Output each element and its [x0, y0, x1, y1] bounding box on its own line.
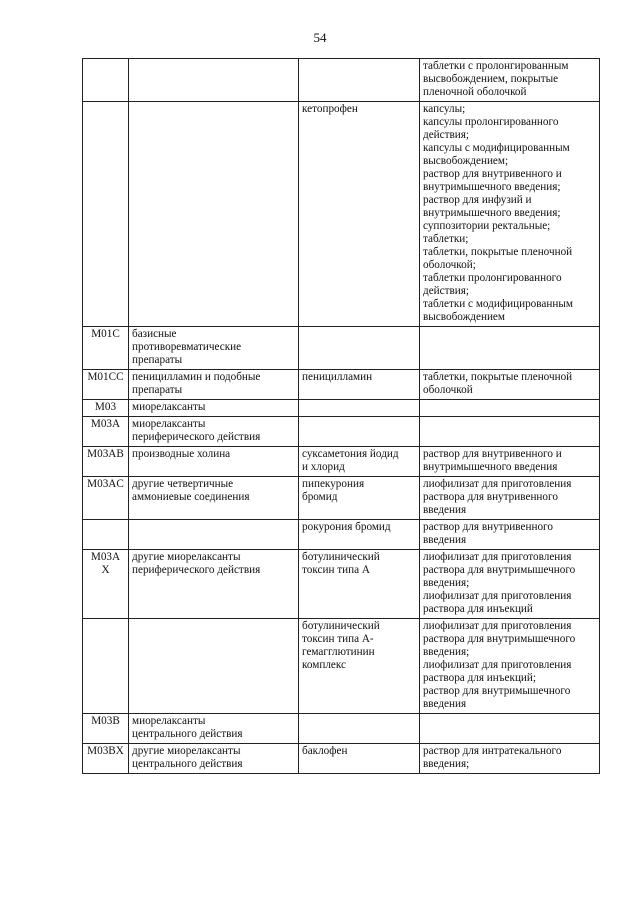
table-row — [83, 59, 600, 102]
group-cell: миорелаксанты периферического действия — [129, 417, 299, 447]
table-row — [83, 370, 600, 400]
atc-code-cell — [83, 619, 129, 714]
table-row — [83, 327, 600, 370]
table-row — [83, 550, 600, 619]
table-row — [83, 520, 600, 550]
table-row — [83, 477, 600, 520]
drug-name-cell: ботулинический токсин типа А — [299, 550, 420, 619]
atc-code-cell: M03 — [83, 400, 129, 417]
drug-name-cell: пеницилламин — [299, 370, 420, 400]
group-cell — [129, 619, 299, 714]
atc-code-cell: M03AB — [83, 447, 129, 477]
drug-name-cell: рокурония бромид — [299, 520, 420, 550]
group-cell — [129, 520, 299, 550]
dosage-form-cell: раствор для интратекального введения; — [420, 744, 600, 774]
dosage-form-cell: капсулы; капсулы пролонгированного действия; капсулы с модифицированным высвобождением; раствор для внутривенного и внутримышечного введения; раствор для инфузий и внутримышечного введения; суппозитории ректальные; таблетки; таблетки, покрытые пленочной оболочкой; таблетки пролонгированного действия; таблетки с модифицированным высвобождением — [420, 102, 600, 327]
atc-code-cell — [83, 59, 129, 102]
drug-name-cell: ботулинический токсин типа А- гемагглютинин комплекс — [299, 619, 420, 714]
atc-code-cell: M03A — [83, 417, 129, 447]
drug-name-cell: кетопрофен — [299, 102, 420, 327]
table-row — [83, 447, 600, 477]
table-row — [83, 102, 600, 327]
group-cell: пеницилламин и подобные препараты — [129, 370, 299, 400]
dosage-form-cell — [420, 714, 600, 744]
group-cell: производные холина — [129, 447, 299, 477]
group-cell: миорелаксанты центрального действия — [129, 714, 299, 744]
drug-name-cell: баклофен — [299, 744, 420, 774]
group-cell: другие миорелаксанты периферического действия — [129, 550, 299, 619]
atc-code-cell: M03BX — [83, 744, 129, 774]
group-cell: базисные противоревматические препараты — [129, 327, 299, 370]
page-number: 54 — [313, 30, 327, 45]
drug-name-cell — [299, 327, 420, 370]
drug-name-cell — [299, 417, 420, 447]
drug-table — [82, 58, 600, 774]
dosage-form-cell: раствор для внутривенного и внутримышечного введения — [420, 447, 600, 477]
atc-code-cell: M03B — [83, 714, 129, 744]
atc-code-cell — [83, 102, 129, 327]
group-cell — [129, 59, 299, 102]
dosage-form-cell: лиофилизат для приготовления раствора для внутримышечного введения; лиофилизат для приготовления раствора для инъекций; раствор для внутримышечного введения — [420, 619, 600, 714]
atc-code-cell: M03AC — [83, 477, 129, 520]
dosage-form-cell: лиофилизат для приготовления раствора для внутримышечного введения; лиофилизат для приготовления раствора для инъекций — [420, 550, 600, 619]
dosage-form-cell — [420, 327, 600, 370]
table-body — [83, 59, 600, 774]
drug-name-cell — [299, 400, 420, 417]
group-cell: другие четвертичные аммониевые соединения — [129, 477, 299, 520]
atc-code-cell — [83, 520, 129, 550]
drug-name-cell: пипекурония бромид — [299, 477, 420, 520]
atc-code-cell: M01C — [83, 327, 129, 370]
group-cell: другие миорелаксанты центрального действия — [129, 744, 299, 774]
table-row — [83, 619, 600, 714]
dosage-form-cell: таблетки с пролонгированным высвобождением, покрытые пленочной оболочкой — [420, 59, 600, 102]
drug-name-cell — [299, 714, 420, 744]
drug-name-cell: суксаметония йодид и хлорид — [299, 447, 420, 477]
dosage-form-cell: таблетки, покрытые пленочной оболочкой — [420, 370, 600, 400]
dosage-form-cell: лиофилизат для приготовления раствора для внутривенного введения — [420, 477, 600, 520]
atc-code-cell: M03A X — [83, 550, 129, 619]
atc-code-cell: M01CC — [83, 370, 129, 400]
dosage-form-cell — [420, 400, 600, 417]
table-row — [83, 417, 600, 447]
group-cell — [129, 102, 299, 327]
table-row — [83, 744, 600, 774]
dosage-form-cell — [420, 417, 600, 447]
table-row — [83, 400, 600, 417]
drug-name-cell — [299, 59, 420, 102]
group-cell: миорелаксанты — [129, 400, 299, 417]
dosage-form-cell: раствор для внутривенного введения — [420, 520, 600, 550]
table-row — [83, 714, 600, 744]
